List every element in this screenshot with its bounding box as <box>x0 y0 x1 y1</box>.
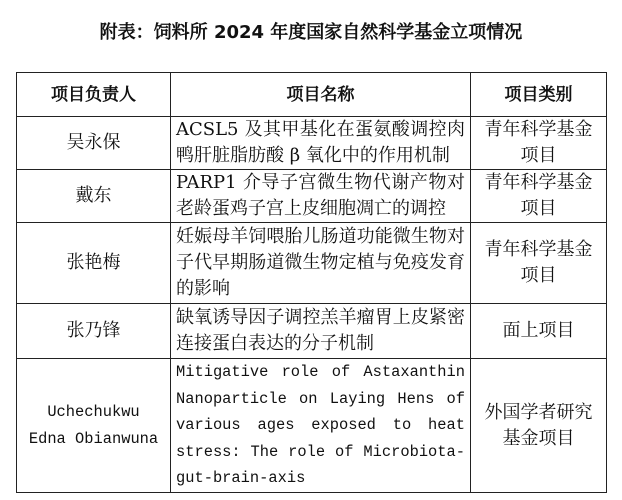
project-category: 青年科学基金项目 <box>484 239 593 286</box>
table-row <box>17 223 607 304</box>
header-category-label: 项目类别 <box>504 84 573 105</box>
header-project-name <box>171 73 471 117</box>
page-title: 附表：饲料所 2024 年度国家自然科学基金立项情况 <box>99 22 523 43</box>
leader-name: 戴东 <box>75 185 112 206</box>
projects-table <box>16 72 607 493</box>
leader-name: Uchechukwu Edna Obianwuna <box>28 403 159 448</box>
header-leader <box>17 73 171 117</box>
leader-name: 吴永保 <box>66 132 121 153</box>
project-name-cell <box>171 359 471 493</box>
project-category: 面上项目 <box>502 320 575 341</box>
table-row <box>17 359 607 493</box>
project-name-cell <box>171 170 471 223</box>
project-category: 青年科学基金项目 <box>484 119 593 166</box>
project-name-cell <box>171 223 471 304</box>
table-row <box>17 117 607 170</box>
project-name: 缺氧诱导因子调控羔羊瘤胃上皮紧密连接蛋白表达的分子机制 <box>176 307 465 354</box>
leader-cell <box>17 304 171 359</box>
project-category: 青年科学基金项目 <box>484 172 593 219</box>
leader-cell <box>17 359 171 493</box>
category-cell <box>471 223 607 304</box>
table-header-row <box>17 73 607 117</box>
leader-name: 张艳梅 <box>66 252 121 273</box>
project-name: ACSL5 及其甲基化在蛋氨酸调控肉鸭肝脏脂肪酸 β 氧化中的作用机制 <box>176 119 465 166</box>
category-cell <box>471 170 607 223</box>
category-cell <box>471 359 607 493</box>
project-category: 外国学者研究基金项目 <box>484 401 593 449</box>
project-name: 妊娠母羊饲喂胎儿肠道功能微生物对子代早期肠道微生物定植与免疫发育的影响 <box>176 226 465 299</box>
leader-cell <box>17 117 171 170</box>
header-project-name-label: 项目名称 <box>286 84 355 105</box>
leader-name: 张乃锋 <box>66 320 121 341</box>
project-name: Mitigative role of Astaxanthin Nanoparticle on Laying Hens of various ages exposed to heat stress: The role of Microbiota-gut-brain-axis <box>176 363 465 488</box>
header-category <box>471 73 607 117</box>
leader-cell <box>17 223 171 304</box>
table-row <box>17 170 607 223</box>
header-leader-label: 项目负责人 <box>51 84 136 105</box>
project-name: PARP1 介导子宫微生物代谢产物对老龄蛋鸡子宫上皮细胞凋亡的调控 <box>176 172 465 219</box>
project-name-cell <box>171 304 471 359</box>
category-cell <box>471 117 607 170</box>
table-row <box>17 304 607 359</box>
category-cell <box>471 304 607 359</box>
leader-cell <box>17 170 171 223</box>
project-name-cell <box>171 117 471 170</box>
